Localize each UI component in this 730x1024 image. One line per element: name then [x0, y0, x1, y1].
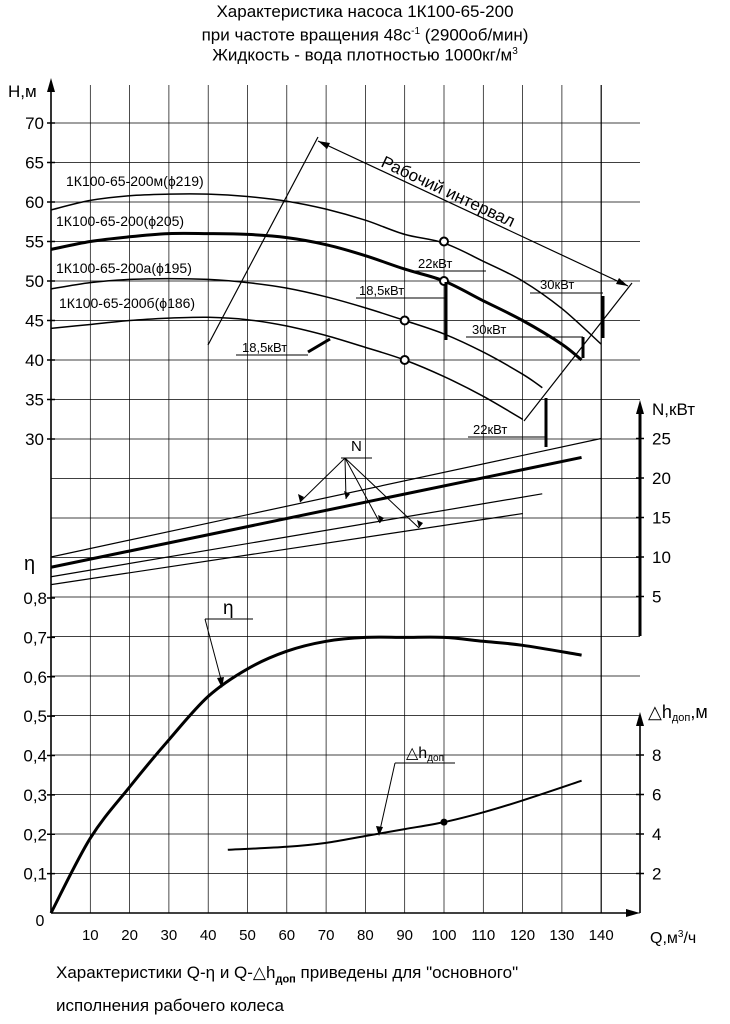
npsh-curve-label: △hдоп	[406, 745, 445, 764]
head-curve-label: 1К100-65-200(ϕ205)	[56, 213, 185, 229]
npsh-label-leader	[380, 763, 395, 830]
power-tick-label: 10	[652, 548, 671, 567]
npsh-axis-label: △hдоп,м	[648, 702, 708, 724]
x-tick-label: 30	[160, 927, 178, 944]
x-axis-arrow	[626, 909, 640, 917]
npsh-tick-label: 4	[652, 825, 662, 844]
x-tick-label: 140	[588, 927, 614, 944]
power-tick-label: 15	[652, 508, 671, 528]
power-tick-label: 20	[652, 469, 671, 488]
efficiency-tick-label: 0,2	[23, 825, 47, 845]
head-curve-label: 1К100-65-200б(ϕ186)	[59, 295, 196, 311]
x-tick-label: 130	[549, 927, 575, 944]
power-axis-arrow	[636, 400, 644, 414]
efficiency-label-leader	[205, 619, 222, 683]
footnote-line-1: Характеристики Q-η и $Q-\triangle h_{доп}$ приведены для "основного"	[56, 963, 519, 986]
head-curve-label: 1К100-65-200м(ϕ219)	[66, 173, 204, 189]
x-tick-label: 60	[278, 927, 296, 944]
power-curve-label: N	[351, 438, 362, 455]
power-axis-label: N,кВт	[652, 400, 695, 419]
power-label-leader	[345, 458, 380, 523]
chart-title-line-1: Характеристика насоса 1К100-65-200	[216, 2, 514, 21]
efficiency-tick-label: 0,6	[23, 667, 47, 687]
efficiency-tick-label: 0,1	[23, 864, 47, 884]
head-tick-label: 50	[25, 272, 44, 291]
power-marker-label: 30кВт	[540, 277, 575, 292]
chart-title-line-3: Жидкость - вода плотностью $1000кг/м^3$	[212, 45, 518, 65]
x-axis-label: $Q,м^3/ч$	[650, 929, 697, 947]
head-tick-label: 55	[25, 232, 44, 252]
working-range-right-boundary	[524, 283, 632, 421]
head-tick-label: 30	[25, 430, 44, 449]
working-range-label: Рабочий интервал	[378, 152, 518, 232]
power-marker-label: 22кВт	[473, 422, 508, 437]
x-tick-label: 40	[199, 927, 217, 944]
npsh-tick-label: 8	[652, 746, 662, 765]
efficiency-curve	[51, 637, 582, 913]
efficiency-axis-label: η	[24, 553, 36, 575]
working-range-arrowhead	[318, 141, 330, 149]
efficiency-curve-label: η	[223, 598, 234, 619]
npsh-point	[441, 819, 448, 826]
efficiency-tick-label: 0,4	[23, 746, 47, 766]
head-tick-label: 70	[25, 114, 44, 133]
x-tick-label: 120	[510, 927, 536, 944]
head-tick-label: 40	[25, 351, 44, 370]
power-line	[51, 494, 542, 577]
chart-title-line-2: при частоте вращения $48с^{-1}$ (2900об/мин)	[201, 25, 529, 45]
x-tick-label: 100	[431, 927, 457, 944]
working-range-arrowhead	[616, 278, 628, 286]
head-tick-label: 45	[25, 311, 44, 331]
power-marker-label: 18,5кВт	[359, 283, 405, 298]
head-tick-label: 60	[25, 193, 44, 212]
operating-point	[401, 356, 409, 364]
head-tick-label: 65	[25, 153, 44, 173]
efficiency-tick-label: 0,3	[23, 785, 47, 805]
x-tick-label: 80	[357, 927, 374, 944]
efficiency-tick-label: 0,5	[23, 707, 47, 727]
x-tick-label: 20	[121, 927, 138, 944]
npsh-tick-label: 6	[652, 785, 662, 805]
power-line	[51, 457, 582, 567]
x-tick-label: 70	[317, 927, 335, 944]
efficiency-tick-label: 0,7	[23, 628, 47, 648]
head-axis-arrow	[47, 78, 55, 92]
head-curve-label: 1К100-65-200а(ϕ195)	[56, 260, 192, 276]
power-marker-label: 30кВт	[472, 322, 507, 337]
footnote-line-2: исполнения рабочего колеса	[56, 996, 284, 1015]
x-origin-label: 0	[35, 913, 45, 930]
power-marker	[308, 339, 330, 352]
npsh-tick-label: 2	[652, 864, 662, 884]
npsh-axis-arrow	[636, 712, 644, 726]
x-tick-label: 50	[239, 927, 256, 944]
head-axis-label: Н,м	[8, 82, 37, 101]
head-tick-label: 35	[25, 390, 44, 410]
x-tick-label: 90	[396, 927, 414, 944]
power-tick-label: 5	[652, 587, 662, 607]
x-tick-label: 110	[471, 927, 496, 944]
operating-point	[401, 317, 409, 325]
x-tick-label: 10	[81, 927, 99, 944]
power-marker-label: 18,5кВт	[242, 340, 288, 355]
operating-point	[440, 238, 448, 246]
power-tick-label: 25	[652, 429, 671, 449]
efficiency-tick-label: 0,8	[23, 589, 47, 608]
power-marker-label: 22кВт	[418, 256, 453, 271]
